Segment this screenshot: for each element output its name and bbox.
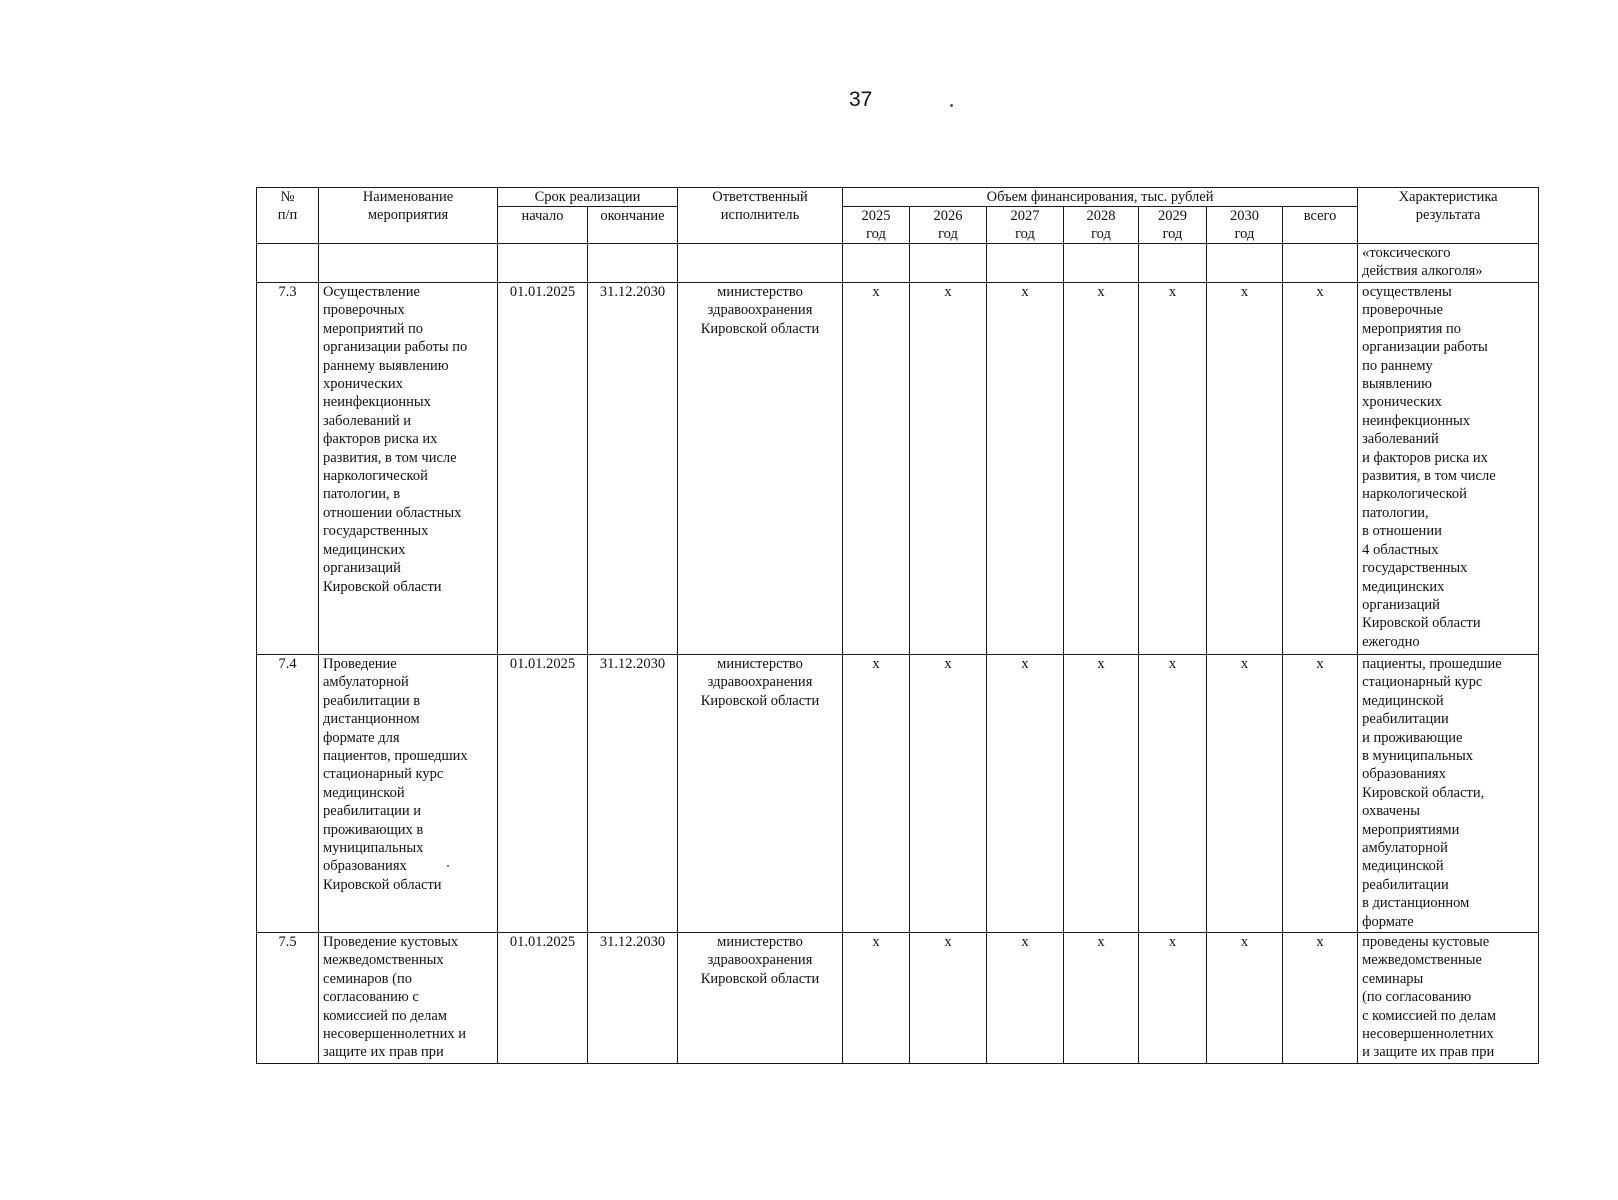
table-cell xyxy=(1139,244,1207,283)
activities-table xyxy=(256,187,1539,1064)
header-number: № п/п xyxy=(257,188,319,244)
header-financing-volume: Объем финансирования, тыс. рублей xyxy=(843,188,1358,207)
header-year-2027: 2027 год xyxy=(987,207,1064,244)
table-cell xyxy=(588,244,678,283)
header-total: всего xyxy=(1283,207,1358,244)
value-2026: х xyxy=(910,933,987,1064)
result-cell: осуществлены проверочные мероприятия по организации работы по раннему выявлению хронических неинфекционных заболеваний и факторов риска их развития, в том числе наркологической патологии, в отношении 4 областных государственных медицинских организаций Кировской области ежегодно xyxy=(1358,283,1539,655)
value-2029: х xyxy=(1139,283,1207,655)
header-responsible-executor: Ответственный исполнитель xyxy=(678,188,843,244)
value-2026: х xyxy=(910,655,987,933)
table-cell xyxy=(498,244,588,283)
scan-speck xyxy=(447,865,449,867)
header-year-2026: 2026 год xyxy=(910,207,987,244)
table-row xyxy=(257,933,1539,1064)
result-cell: проведены кустовые межведомственные семинары (по согласованию с комиссией по делам несовершеннолетних и защите их прав при xyxy=(1358,933,1539,1064)
table-cell xyxy=(319,244,498,283)
start-date: 01.01.2025 xyxy=(498,933,588,1064)
result-cell: пациенты, прошедшие стационарный курс медицинской реабилитации и проживающие в муниципальных образованиях Кировской области, охвачены мероприятиями амбулаторной медицинской реабилитации в дистанционном формате xyxy=(1358,655,1539,933)
table-row-continuation xyxy=(257,244,1539,283)
value-2030: х xyxy=(1207,655,1283,933)
activity-name: Осуществление проверочных мероприятий по организации работы по раннему выявлению хронических неинфекционных заболеваний и факторов риска их развития, в том числе наркологической патологии, в отношении областных государственных медицинских организаций Кировской области xyxy=(319,283,498,655)
value-total: х xyxy=(1283,283,1358,655)
table-cell xyxy=(1283,244,1358,283)
value-2025: х xyxy=(843,933,910,1064)
value-2028: х xyxy=(1064,655,1139,933)
value-2030: х xyxy=(1207,283,1283,655)
header-year-2030: 2030 год xyxy=(1207,207,1283,244)
table-cell xyxy=(257,244,319,283)
table-cell xyxy=(1064,244,1139,283)
start-date: 01.01.2025 xyxy=(498,655,588,933)
value-2026: х xyxy=(910,283,987,655)
table-cell xyxy=(987,244,1064,283)
table-cell xyxy=(910,244,987,283)
table-cell xyxy=(843,244,910,283)
page-number: 37 xyxy=(849,88,873,111)
value-2029: х xyxy=(1139,655,1207,933)
end-date: 31.12.2030 xyxy=(588,283,678,655)
value-total: х xyxy=(1283,655,1358,933)
row-number: 7.4 xyxy=(257,655,319,933)
activity-name: Проведение амбулаторной реабилитации в дистанционном формате для пациентов, прошедших стационарный курс медицинской реабилитации и проживающих в муниципальных образованиях Кировской области xyxy=(319,655,498,933)
table-cell xyxy=(678,244,843,283)
responsible-executor: министерство здравоохранения Кировской области xyxy=(678,283,843,655)
result-cell: «токсического действия алкоголя» xyxy=(1358,244,1539,283)
value-2030: х xyxy=(1207,933,1283,1064)
end-date: 31.12.2030 xyxy=(588,655,678,933)
value-2028: х xyxy=(1064,283,1139,655)
value-2029: х xyxy=(1139,933,1207,1064)
value-2025: х xyxy=(843,283,910,655)
header-start: начало xyxy=(498,207,588,244)
responsible-executor: министерство здравоохранения Кировской области xyxy=(678,933,843,1064)
header-result-characteristic: Характеристика результата xyxy=(1358,188,1539,244)
start-date: 01.01.2025 xyxy=(498,283,588,655)
row-number: 7.5 xyxy=(257,933,319,1064)
header-activity-name: Наименование мероприятия xyxy=(319,188,498,244)
value-2027: х xyxy=(987,655,1064,933)
scan-speck xyxy=(950,104,953,107)
end-date: 31.12.2030 xyxy=(588,933,678,1064)
value-2027: х xyxy=(987,283,1064,655)
value-2025: х xyxy=(843,655,910,933)
value-total: х xyxy=(1283,933,1358,1064)
activity-name: Проведение кустовых межведомственных семинаров (по согласованию с комиссией по делам несовершеннолетних и защите их прав при xyxy=(319,933,498,1064)
row-number: 7.3 xyxy=(257,283,319,655)
header-year-2025: 2025 год xyxy=(843,207,910,244)
table-row xyxy=(257,655,1539,933)
table-row xyxy=(257,283,1539,655)
header-implementation-term: Срок реализации xyxy=(498,188,678,207)
table-cell xyxy=(1207,244,1283,283)
responsible-executor: министерство здравоохранения Кировской области xyxy=(678,655,843,933)
value-2028: х xyxy=(1064,933,1139,1064)
header-end: окончание xyxy=(588,207,678,244)
header-year-2029: 2029 год xyxy=(1139,207,1207,244)
header-year-2028: 2028 год xyxy=(1064,207,1139,244)
table-header xyxy=(257,188,1539,244)
value-2027: х xyxy=(987,933,1064,1064)
